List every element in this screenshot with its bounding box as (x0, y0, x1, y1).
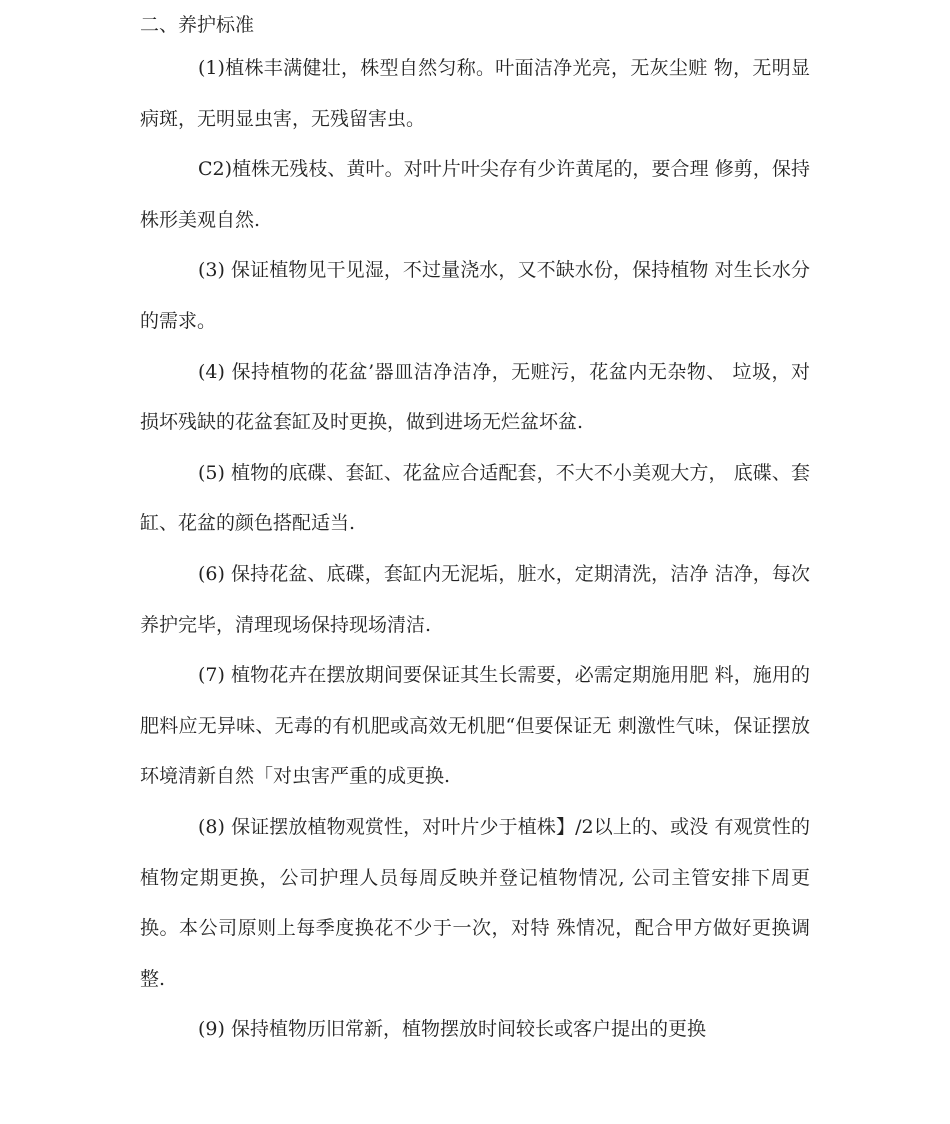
body-text (140, 43, 810, 1055)
paragraph-3: (3) 保证植物见干见湿，不过量浇水，又不缺水份，保持植物 对生长水分的需求。 (140, 259, 810, 332)
paragraph-2: C2)植株无残枝、黄叶。对叶片叶尖存有少许黄尾的，要合理 修剪，保持株形美观自然. (140, 158, 810, 231)
paragraph-9: (9) 保持植物历旧常新，植物摆放时间较长或客户提出的更换 (198, 1018, 706, 1041)
paragraph-7: (7) 植物花卉在摆放期间要保证其生长需要，必需定期施用肥 料，施用的肥料应无异味、无毒的有机肥或高效无机肥“但要保证无 刺激性气味，保证摆放环境清新自然「对虫害严重的成更换. (140, 664, 810, 788)
paragraph-5: (5) 植物的底碟、套缸、花盆应合适配套，不大不小美观大方， 底碟、套缸、花盆的颜色搭配适当. (140, 461, 810, 535)
paragraph-8: (8) 保证摆放植物观赏性，对叶片少于植株】/2以上的、或没 有观赏性的植物定期更换，公司护理人员每周反映并登记植物情况, 公司主管安排下周更换。本公司原则上每季度换花不少于一次，对特 殊情况，配合甲方做好更换调整. (140, 815, 810, 990)
paragraph-6: (6) 保持花盆、底碟，套缸内无泥垢，脏水，定期清洗，洁净 洁净，每次养护完毕，清理现场保持现场清洁. (140, 562, 810, 636)
paragraph-4: (4) 保持植物的花盆’器皿洁净洁净，无赃污，花盆内无杂物、 垃圾，对损坏残缺的花盆套缸及时更换，做到进场无烂盆坏盆. (140, 360, 810, 434)
paragraph-1: (1)植株丰满健壮，株型自然匀称。叶面洁净光亮，无灰尘赃 物，无明显病斑，无明显虫害，无残留害虫。 (140, 57, 810, 130)
section-heading: 二、养护标准 (140, 14, 255, 36)
